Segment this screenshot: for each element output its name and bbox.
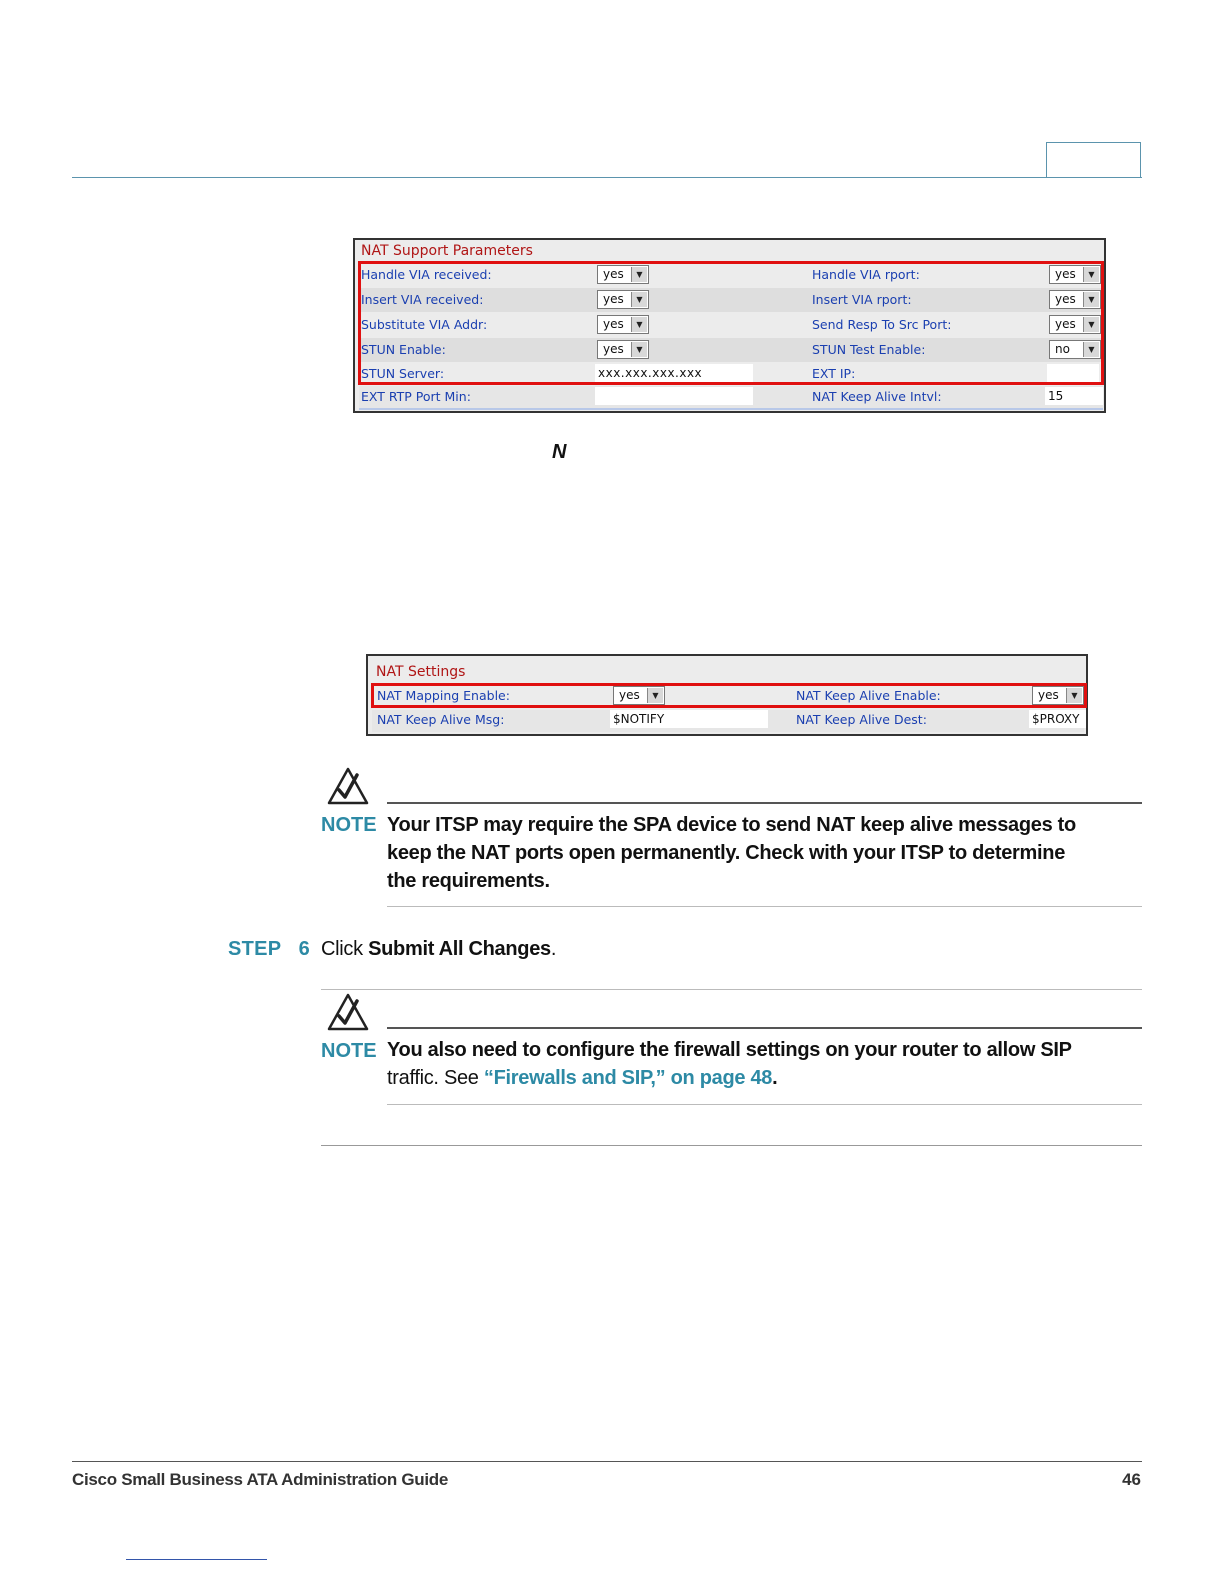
firewalls-and-sip-link[interactable]: “Firewalls and SIP,” on page 48 bbox=[483, 1067, 773, 1089]
note-line: the requirements. bbox=[387, 870, 550, 892]
label-handle-via-rport: Handle VIA rport: bbox=[812, 267, 920, 282]
label-nat-keep-alive-msg: NAT Keep Alive Msg: bbox=[377, 712, 505, 727]
note-line-suffix: . bbox=[772, 1067, 778, 1089]
label-nat-keep-alive-dest: NAT Keep Alive Dest: bbox=[796, 712, 927, 727]
note-top-rule bbox=[387, 1027, 1142, 1029]
section-rule bbox=[321, 989, 1142, 990]
footer-rule bbox=[72, 1461, 1142, 1462]
note-text bbox=[387, 811, 1147, 895]
note-check-icon bbox=[326, 992, 370, 1032]
note-check-icon bbox=[326, 766, 370, 806]
dropdown-arrow-icon: ▼ bbox=[1066, 688, 1082, 703]
dropdown-arrow-icon: ▼ bbox=[631, 317, 647, 332]
stun-enable-select[interactable]: yes ▼ bbox=[597, 340, 649, 359]
ext-rtp-port-min-input[interactable] bbox=[595, 387, 753, 405]
note-top-rule bbox=[387, 802, 1142, 804]
step-text bbox=[321, 938, 556, 961]
section-end-rule bbox=[321, 1145, 1142, 1146]
step-text-prefix: Click bbox=[321, 938, 369, 960]
dropdown-arrow-icon: ▼ bbox=[631, 342, 647, 357]
dropdown-arrow-icon: ▼ bbox=[1083, 292, 1099, 307]
dropdown-arrow-icon: ▼ bbox=[631, 292, 647, 307]
nat-support-panel bbox=[353, 238, 1106, 413]
note-bottom-rule bbox=[387, 906, 1142, 907]
insert-via-rport-select[interactable]: yes ▼ bbox=[1049, 290, 1101, 309]
highlight-box bbox=[371, 683, 1087, 708]
step-text-suffix: . bbox=[550, 938, 557, 960]
dropdown-arrow-icon: ▼ bbox=[1083, 317, 1099, 332]
substitute-via-addr-select[interactable]: yes ▼ bbox=[597, 315, 649, 334]
stun-server-input[interactable]: xxx.xxx.xxx.xxx bbox=[595, 364, 753, 382]
header-tab-box bbox=[1046, 142, 1141, 177]
page-number: 46 bbox=[1122, 1470, 1141, 1489]
row-divider bbox=[359, 408, 1103, 410]
label-insert-via-received: Insert VIA received: bbox=[361, 292, 484, 307]
label-stun-test-enable: STUN Test Enable: bbox=[812, 342, 926, 357]
nat-keep-alive-enable-select[interactable]: yes ▼ bbox=[1032, 686, 1084, 705]
note-text bbox=[387, 1036, 1147, 1092]
label-insert-via-rport: Insert VIA rport: bbox=[812, 292, 912, 307]
label-nat-keep-alive-enable: NAT Keep Alive Enable: bbox=[796, 688, 941, 703]
label-nat-keep-alive-intvl: NAT Keep Alive Intvl: bbox=[812, 389, 942, 404]
header-rule bbox=[72, 177, 1142, 178]
submit-all-changes-text: Submit All Changes bbox=[368, 938, 551, 960]
note-bottom-rule bbox=[387, 1104, 1142, 1105]
dropdown-arrow-icon: ▼ bbox=[647, 688, 663, 703]
label-substitute-via-addr: Substitute VIA Addr: bbox=[361, 317, 488, 332]
note-line: Your ITSP may require the SPA device to send NAT keep alive messages to bbox=[387, 814, 1076, 836]
panel-title: NAT Settings bbox=[376, 664, 466, 680]
stun-test-enable-select[interactable]: no ▼ bbox=[1049, 340, 1101, 359]
handle-via-rport-select[interactable]: yes ▼ bbox=[1049, 265, 1101, 284]
panel-title: NAT Support Parameters bbox=[361, 243, 533, 259]
note-label: NOTE bbox=[321, 1040, 377, 1062]
nat-keep-alive-intvl-input[interactable]: 15 bbox=[1045, 387, 1103, 405]
nat-mapping-enable-select[interactable]: yes ▼ bbox=[613, 686, 665, 705]
label-ext-ip: EXT IP: bbox=[812, 366, 856, 381]
note-line bbox=[387, 1064, 1147, 1092]
nat-settings-panel bbox=[366, 654, 1088, 736]
send-resp-to-src-port-select[interactable]: yes ▼ bbox=[1049, 315, 1101, 334]
step-label: STEP 6 bbox=[228, 938, 311, 960]
footer-underline bbox=[126, 1559, 267, 1560]
dropdown-arrow-icon: ▼ bbox=[1083, 267, 1099, 282]
note-line: You also need to configure the firewall settings on your router to allow SIP bbox=[387, 1039, 1072, 1061]
nat-keep-alive-dest-input[interactable]: $PROXY bbox=[1029, 710, 1086, 728]
note-line: keep the NAT ports open permanently. Check with your ITSP to determine bbox=[387, 842, 1066, 864]
nat-keep-alive-msg-input[interactable]: $NOTIFY bbox=[610, 710, 768, 728]
label-handle-via-received: Handle VIA received: bbox=[361, 267, 492, 282]
label-stun-enable: STUN Enable: bbox=[361, 342, 446, 357]
dropdown-arrow-icon: ▼ bbox=[631, 267, 647, 282]
label-ext-rtp-port-min: EXT RTP Port Min: bbox=[361, 389, 471, 404]
note-label: NOTE bbox=[321, 814, 377, 836]
dropdown-arrow-icon: ▼ bbox=[1083, 342, 1099, 357]
italic-fragment: N bbox=[552, 441, 567, 463]
label-stun-server: STUN Server: bbox=[361, 366, 445, 381]
footer-title: Cisco Small Business ATA Administration Guide bbox=[72, 1470, 448, 1489]
insert-via-received-select[interactable]: yes ▼ bbox=[597, 290, 649, 309]
label-send-resp-to-src-port: Send Resp To Src Port: bbox=[812, 317, 952, 332]
label-nat-mapping-enable: NAT Mapping Enable: bbox=[377, 688, 510, 703]
note-line-prefix: traffic. See bbox=[387, 1067, 484, 1089]
handle-via-received-select[interactable]: yes ▼ bbox=[597, 265, 649, 284]
highlight-box bbox=[358, 261, 1104, 385]
